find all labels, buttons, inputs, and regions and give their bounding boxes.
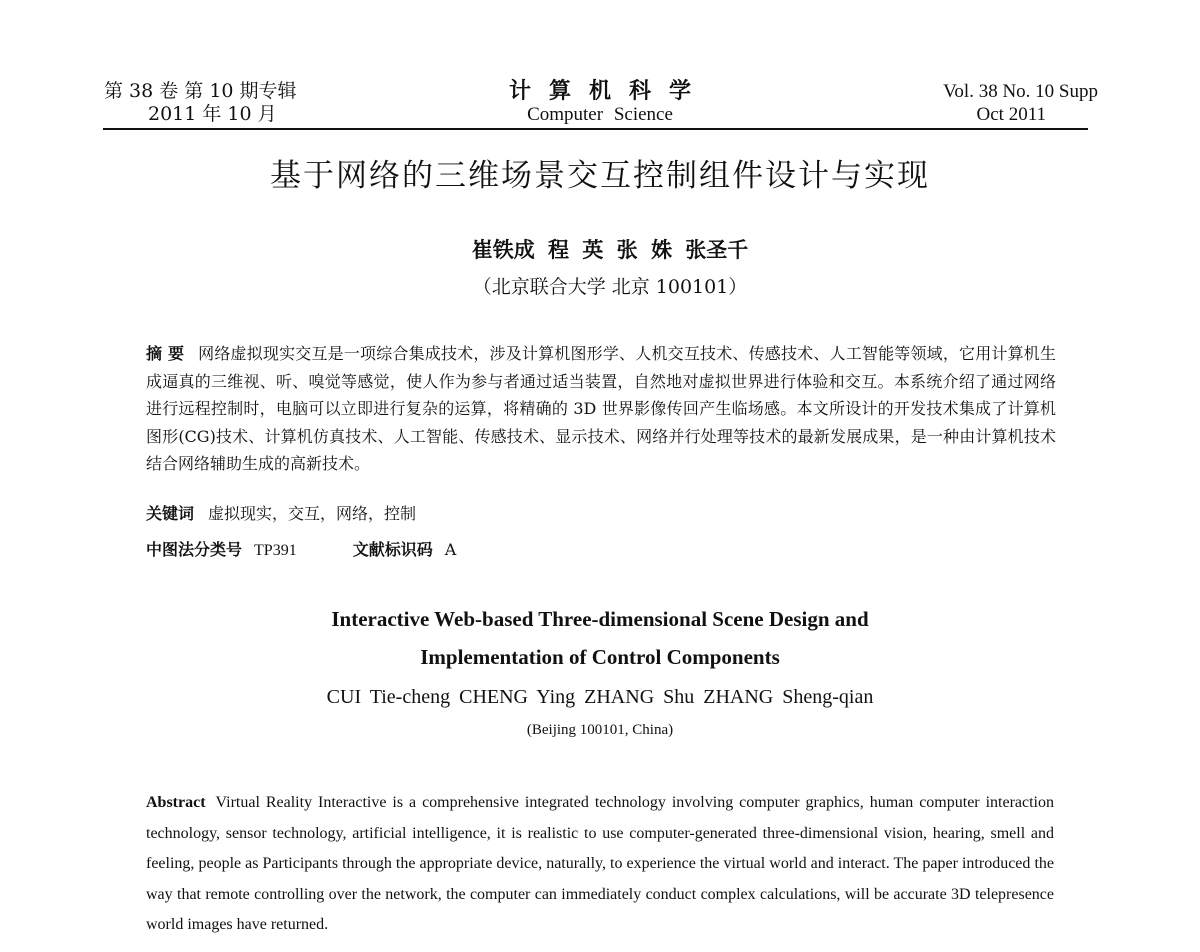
journal-name-cn: 计算机科学 xyxy=(508,78,709,104)
affiliation-cn: （北京联合大学 北京 100101） xyxy=(472,276,748,298)
authors-cn: 崔铁成 程 英 张 姝 张圣千 xyxy=(471,238,749,262)
journal-volume-en xyxy=(943,80,1098,126)
vol-en-line-1: Vol. 38 No. 10 Supp xyxy=(943,81,1098,102)
affiliation-en: (Beijing 100101, China) xyxy=(526,722,674,738)
abstract-en-label: Abstract xyxy=(146,794,206,811)
abstract-cn xyxy=(146,340,1056,478)
classification-cn xyxy=(146,536,456,564)
abstract-en-text: Virtual Reality Interactive is a comprehensive integrated technology involving computer graphics, human computer interaction technology, sensor technology, artificial intelligence, it is realistic to use computer-generated three-dimensional vision, hearing, smell and feeling, people as Participants through the appropriate device, naturally, to experience the virtual world and interact. The paper introduced the way that remote controlling over the network, the computer can immediately conduct complex calculations, will be accurate 3D telepresence world images have returned. xyxy=(146,794,1054,933)
abstract-cn-text: 网络虚拟现实交互是一项综合集成技术，涉及计算机图形学、人机交互技术、传感技术、人工智能等领域，它用计算机生成逼真的三维视、听、嗅觉等感觉，使人作为参与者通过适当装置，自然地对虚拟世界进行体验和交互。本系统介绍了通过网络进行远程控制时，电脑可以立即进行复杂的运算，将精确的 3D 世界影像传回产生临场感。本文所设计的开发技术集成了计算机图形(CG)技术、计算机仿真技术、人工智能、传感技术、显示技术、网络并行处理等技术的最新发展成果，是一种由计算机技术结合网络辅助生成的高新技术。 xyxy=(146,344,1056,473)
document-code-value: A xyxy=(444,540,457,559)
vol-en-line-2: Oct 2011 xyxy=(976,104,1046,125)
paper-title-cn: 基于网络的三维场景交互控制组件设计与实现 xyxy=(270,158,930,194)
title-en-line-2: Implementation of Control Components xyxy=(420,645,780,669)
document-code-label: 文献标识码 xyxy=(352,540,433,559)
classification-label: 中图法分类号 xyxy=(146,540,243,559)
authors-en: CUI Tie-cheng CHENG Ying ZHANG Shu ZHANG Sheng-qian xyxy=(326,686,874,708)
volume-line-2: 2011 年 10 月 xyxy=(148,103,277,125)
abstract-cn-label: 摘 要 xyxy=(146,344,185,363)
journal-name-en: Computer Science xyxy=(527,104,673,125)
volume-line-1: 第 38 卷 第 10 期专辑 xyxy=(104,80,297,102)
header-rule xyxy=(103,128,1088,130)
paper-title-en xyxy=(0,600,1200,676)
keywords-cn-label: 关键词 xyxy=(146,504,195,523)
classification-value: TP391 xyxy=(254,542,297,559)
title-en-line-1: Interactive Web-based Three-dimensional Scene Design and xyxy=(331,607,869,631)
abstract-en xyxy=(146,788,1054,941)
keywords-cn xyxy=(146,500,416,527)
keywords-cn-text: 虚拟现实，交互，网络，控制 xyxy=(208,504,417,523)
